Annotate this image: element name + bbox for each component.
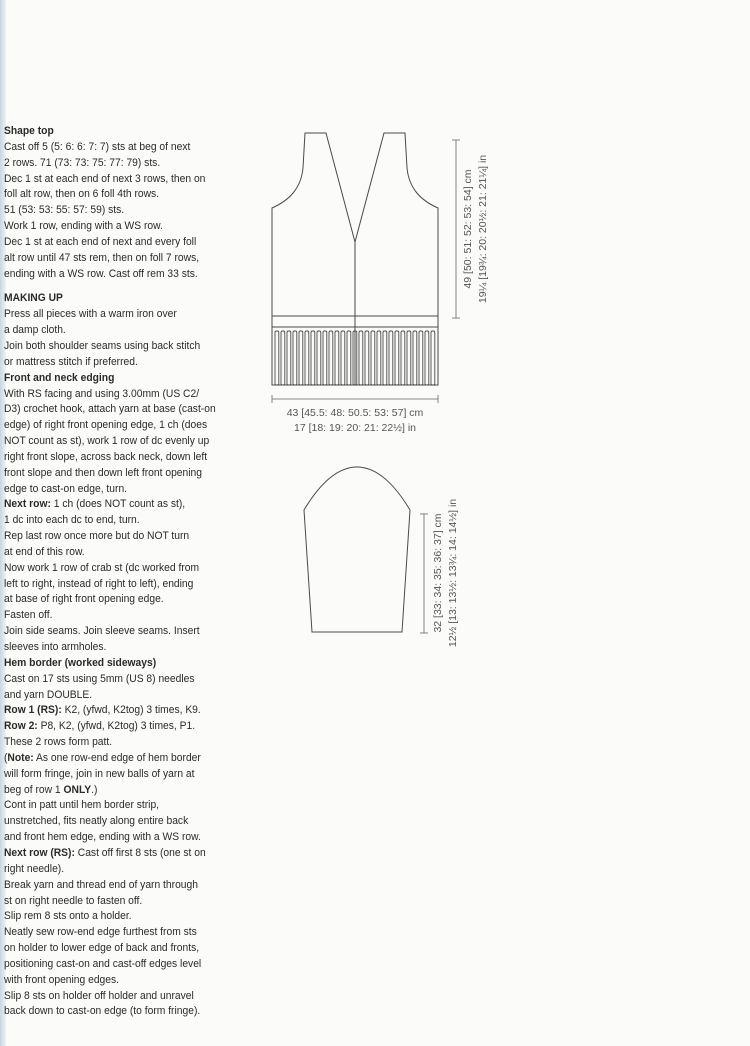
text-line: Break yarn and thread end of yarn through	[4, 878, 198, 891]
hem-border-heading: Hem border (worked sideways)	[4, 656, 157, 669]
fringe-strand	[281, 331, 285, 385]
text-line: and front hem edge, ending with a WS row.	[4, 831, 201, 844]
text-line: Neatly sew row-end edge furthest from sts	[4, 926, 197, 939]
sleeve-length-dimension	[420, 514, 428, 633]
text-line: at base of right front opening edge.	[4, 593, 164, 606]
text-line: Join side seams. Join sleeve seams. Insert	[4, 625, 200, 638]
shape-top-heading: Shape top	[4, 125, 54, 137]
note-last-pre: beg of row 1	[4, 783, 64, 796]
fringe-strand	[335, 331, 339, 385]
text-line: With RS facing and using 3.00mm (US C2/	[4, 387, 200, 400]
text-line: positioning cast-on and cast-off edges level	[4, 957, 202, 970]
text-line: These 2 rows form patt.	[4, 736, 113, 749]
text-line: Press all pieces with a warm iron over	[4, 308, 177, 321]
note-text: As one row-end edge of hem border	[33, 751, 201, 764]
text-line: Work 1 row, ending with a WS row.	[4, 220, 163, 233]
text-line: edge to cast-on edge, turn.	[4, 482, 128, 495]
fringe-strand	[287, 331, 291, 385]
text-line: edge) of right front opening edge, 1 ch (does	[4, 419, 208, 432]
fringe-strand	[419, 331, 423, 385]
text-line: front slope and then down left front opening	[4, 466, 202, 479]
text-line: ending with a WS row. Cast off rem 33 sts.	[4, 267, 198, 280]
text-line: Cont in patt until hem border strip,	[4, 799, 160, 812]
text-line: alt row until 47 sts rem, then on foll 7 rows,	[4, 251, 200, 264]
fringe-strand	[389, 331, 393, 385]
fringe-strand	[275, 331, 279, 385]
text-line: Join both shoulder seams using back stitch	[4, 339, 201, 352]
text-line: back down to cast-on edge (to form fringe).	[4, 1005, 201, 1018]
text-line: 2 rows. 71 (73: 73: 75: 77: 79) sts.	[4, 156, 161, 169]
fringe-strand	[323, 331, 327, 385]
next-row-label: Next row:	[4, 498, 51, 511]
text-line: Slip 8 sts on holder off holder and unravel	[4, 989, 194, 1002]
fringe-strand	[317, 331, 321, 385]
fringe-strand	[341, 331, 345, 385]
text-line: Dec 1 st at each end of next 3 rows, then on	[4, 172, 206, 185]
sleeve-outline	[304, 467, 410, 632]
fringe-strand	[395, 331, 399, 385]
next-row-rs-text: Cast off first 8 sts (one st on	[74, 846, 206, 859]
note-label: Note:	[7, 751, 34, 764]
fringe-strand	[383, 331, 387, 385]
text-line: D3) crochet hook, attach yarn at base (cast-on	[4, 403, 216, 416]
fringe-strand	[299, 331, 303, 385]
row-1-text: K2, (yfwd, K2tog) 3 times, K9.	[61, 704, 201, 717]
text-line: left to right, instead of right to left), ending	[4, 577, 194, 590]
text-line: with front opening edges.	[4, 973, 120, 986]
body-width-cm: 43 [45.5: 48: 50.5: 53: 57] cm	[286, 407, 424, 419]
text-line: will form fringe, join in new balls of yarn at	[4, 767, 195, 780]
text-line: right front slope, across back neck, down left	[4, 450, 208, 463]
fringe-strand	[365, 331, 369, 385]
text-line: Cast off 5 (5: 6: 6: 7: 7) sts at beg of next	[4, 140, 191, 153]
fringe-strand	[305, 331, 309, 385]
making-up-heading: MAKING UP	[4, 292, 63, 305]
text-line: NOT count as st), work 1 row of dc evenly up	[4, 435, 210, 448]
text-line: unstretched, fits neatly along entire back	[4, 815, 189, 828]
text-line: Cast on 17 sts using 5mm (US 8) needles	[4, 672, 195, 685]
text-line: foll alt row, then on 6 foll 4th rows.	[4, 188, 160, 201]
body-width-in: 17 [18: 19: 20: 21: 22½] in	[293, 422, 417, 434]
fringe-strand	[329, 331, 333, 385]
note-last-bold: ONLY	[63, 783, 92, 796]
fringe-strand	[293, 331, 297, 385]
text-line: sleeves into armholes.	[4, 641, 107, 653]
fringe-strand	[347, 331, 351, 385]
fringe-strand	[401, 331, 405, 385]
sleeve-length-in: 12½ [13: 13½: 13¾: 14: 14½] in	[447, 498, 459, 648]
text-line: Dec 1 st at each end of next and every foll	[4, 235, 197, 248]
fringe-strand	[413, 331, 417, 385]
note-open: (	[4, 751, 8, 764]
fringe-strand	[425, 331, 429, 385]
text-line: 51 (53: 53: 55: 57: 59) sts.	[4, 204, 125, 217]
text-line: on holder to lower edge of back and fronts,	[4, 942, 200, 955]
text-line: and yarn DOUBLE.	[4, 688, 93, 701]
fringe-strand	[311, 331, 315, 385]
row-2-text: P8, K2, (yfwd, K2tog) 3 times, P1.	[37, 720, 196, 733]
text-line: Now work 1 row of crab st (dc worked from	[4, 561, 200, 574]
next-row-rs-label: Next row (RS):	[4, 846, 75, 859]
text-line: st on right needle to fasten off.	[4, 894, 143, 907]
sleeve-length-cm: 32 [33: 34: 35: 36: 37] cm	[432, 513, 444, 633]
fringe-strand	[431, 331, 435, 385]
row-1-label: Row 1 (RS):	[4, 704, 62, 717]
note-last-post: .)	[91, 783, 98, 796]
fringe-strand	[371, 331, 375, 385]
text-line: a damp cloth.	[4, 324, 66, 337]
fringe-strand	[377, 331, 381, 385]
text-line: or mattress stitch if preferred.	[4, 355, 138, 368]
text-line: right needle).	[4, 862, 65, 875]
row-2-label: Row 2:	[4, 720, 38, 733]
body-height-cm: 49 [50: 51: 52: 53: 54] cm	[462, 169, 474, 289]
fringe-strand	[359, 331, 363, 385]
body-height-dimension	[452, 140, 460, 318]
next-row-text: 1 ch (does NOT count as st),	[50, 498, 186, 511]
fringe-strand	[407, 331, 411, 385]
body-height-in: 19¼ [19¾: 20: 20½: 21: 21¼] in	[477, 154, 489, 304]
front-neck-edging-heading: Front and neck edging	[4, 371, 115, 384]
text-line: Slip rem 8 sts onto a holder.	[4, 910, 132, 923]
text-line: Fasten off.	[4, 609, 53, 622]
text-line: at end of this row.	[4, 545, 85, 558]
body-width-dimension	[272, 395, 438, 403]
text-line: Rep last row once more but do NOT turn	[4, 530, 190, 543]
text-line: 1 dc into each dc to end, turn.	[4, 514, 140, 527]
